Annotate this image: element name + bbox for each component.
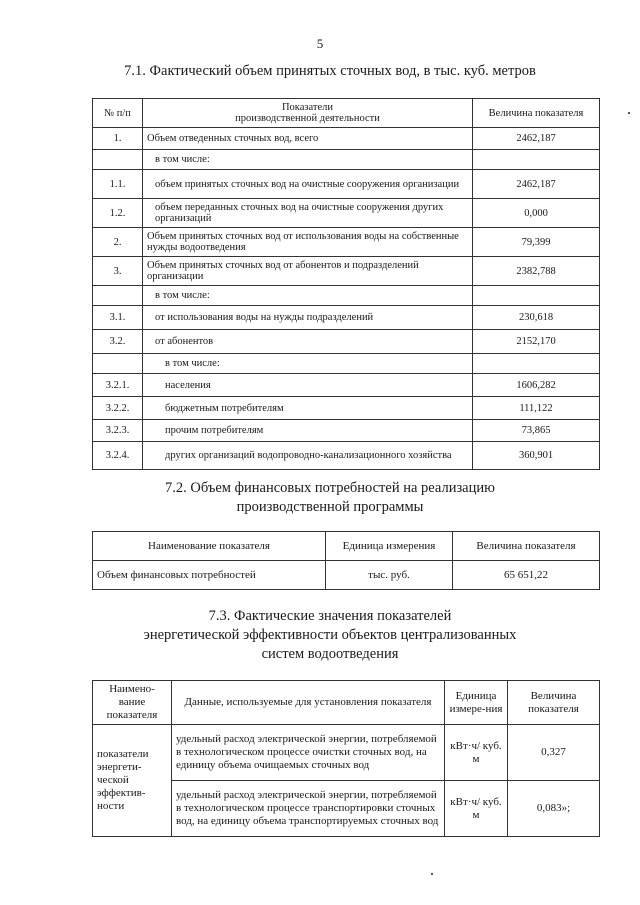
table-row: 3.2.4. других организаций водопроводно-канализационного хозяйства 360,901: [93, 442, 600, 470]
table-row: удельный расход электрической энергии, потребляемой в технологическом процессе транспортировки сточных вод, на единицу объема транспортируемых сточных вод кВт·ч/ куб. м 0,083»;: [93, 781, 600, 837]
table-row: в том числе:: [93, 354, 600, 374]
header-name: Наименование показателя: [93, 532, 326, 561]
table-row: 3.2.3. прочим потребителям 73,865: [93, 420, 600, 442]
table-row: в том числе:: [93, 150, 600, 170]
wastewater-volume-table: [92, 98, 600, 470]
section-7-3-title: 7.3. Фактические значения показателей энергетической эффективности объектов централизованных систем водоотведения: [143, 608, 517, 662]
table-row: 1.1. объем принятых сточных вод на очистные сооружения организации 2462,187: [93, 170, 600, 199]
financial-needs-table: [92, 531, 600, 590]
energy-efficiency-table: [92, 680, 600, 837]
header-value: Величина показателя: [473, 99, 600, 128]
section-7-2-title: 7.2. Объем финансовых потребностей на реализацию производственной программы: [165, 480, 495, 515]
section-7-1-title: 7.1. Фактический объем принятых сточных вод, в тыс. куб. метров: [124, 63, 536, 79]
table-header-row: [93, 99, 600, 128]
table-row: 3.1. от использования воды на нужды подразделений 230,618: [93, 306, 600, 330]
table-row: Объем финансовых потребностей тыс. руб. 65 651,22: [93, 561, 600, 590]
header-unit: Единица измерения: [326, 532, 453, 561]
header-num: № п/п: [93, 99, 143, 128]
header-name: Наимено-вание показателя: [93, 681, 172, 725]
table-row: 1.2. объем переданных сточных вод на очистные сооружения других организаций 0,000: [93, 199, 600, 228]
header-value: Величина показателя: [453, 532, 600, 561]
table-header-row: [93, 532, 600, 561]
table-row: 1. Объем отведенных сточных вод, всего 2462,187: [93, 128, 600, 150]
page-number: 5: [316, 36, 324, 51]
scan-speck: [628, 112, 630, 114]
table-header-row: [93, 681, 600, 725]
table-row: показатели энергети-ческой эффектив-ности удельный расход электрической энергии, потребляемой в технологическом процессе очистки сточных вод, на единицу объема очищаемых сточных вод кВт·ч/ куб. м 0,327: [93, 725, 600, 781]
table-row: 3.2.2. бюджетным потребителям 111,122: [93, 397, 600, 420]
group-label: показатели энергети-ческой эффектив-ности: [93, 725, 172, 837]
table-row: 2. Объем принятых сточных вод от использования воды на собственные нужды водоотведения 79,399: [93, 228, 600, 257]
header-data: Данные, используемые для установления показателя: [172, 681, 445, 725]
header-value: Величина показателя: [508, 681, 600, 725]
table-row: 3.2.1. населения 1606,282: [93, 374, 600, 397]
table-row: 3.2. от абонентов 2152,170: [93, 330, 600, 354]
table-row: в том числе:: [93, 286, 600, 306]
scan-speck: [431, 873, 433, 875]
table-row: 3. Объем принятых сточных вод от абонентов и подразделений организации 2382,788: [93, 257, 600, 286]
header-indicator: Показатели производственной деятельности: [143, 99, 473, 128]
header-unit: Единица измере-ния: [445, 681, 508, 725]
